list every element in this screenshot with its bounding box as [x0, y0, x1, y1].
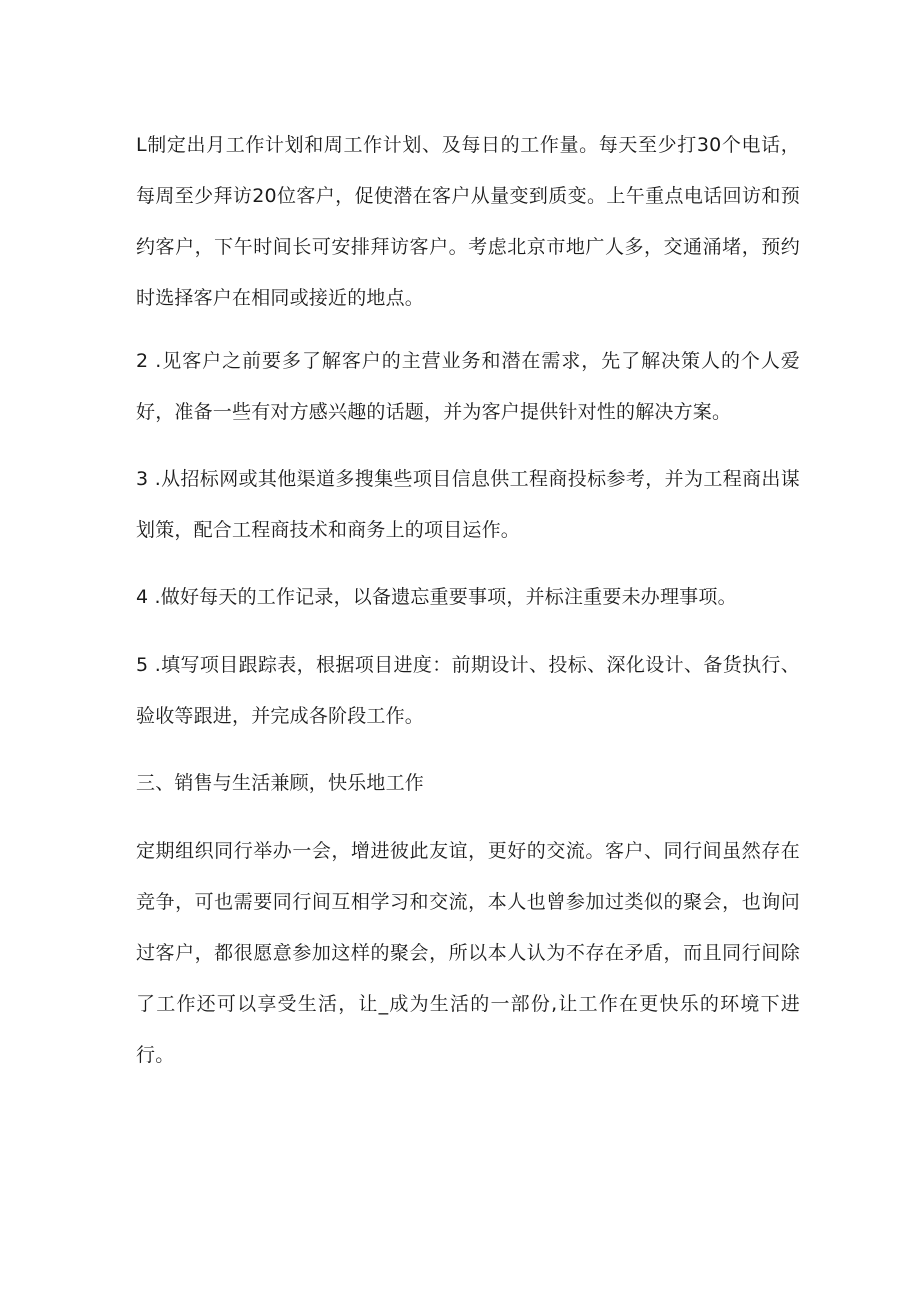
paragraph-project-info: 3 .从招标网或其他渠道多搜集些项目信息供工程商投标参考，并为工程商出谋划策，配合工程商技术和商务上的项目运作。	[136, 468, 800, 541]
paragraph-work-record: 4 .做好每天的工作记录，以备遗忘重要事项，并标注重要未办理事项。	[136, 586, 737, 608]
paragraph-client-research: 2 .见客户之前要多了解客户的主营业务和潜在需求，先了解决策人的个人爱好，准备一些有对方感兴趣的话题，并为客户提供针对性的解决方案。	[136, 350, 800, 423]
paragraph-work-plan: L制定出月工作计划和周工作计划、及每日的工作量。每天至少打30个电话，每周至少拜访20位客户，促使潜在客户从量变到质变。上午重点电话回访和预约客户，下午时间长可安排拜访客户。考虑北京市地广人多，交通涌堵，预约时选择客户在相同或接近的地点。	[136, 134, 800, 309]
paragraph-project-tracking: 5 .填写项目跟踪表，根据项目进度：前期设计、投标、深化设计、备货执行、验收等跟进，并完成各阶段工作。	[136, 654, 800, 727]
section-heading: 三、销售与生活兼顾，快乐地工作	[136, 772, 425, 794]
paragraph-peer-gathering: 定期组织同行举办一会，增进彼此友谊，更好的交流。客户、同行间虽然存在竞争，可也需要同行间互相学习和交流，本人也曾参加过类似的聚会，也询问过客户，都很愿意参加这样的聚会，所以本人认为不存在矛盾，而且同行间除了工作还可以享受生活，让_成为生活的一部份,让工作在更快乐的环境下进行。	[136, 840, 800, 1066]
